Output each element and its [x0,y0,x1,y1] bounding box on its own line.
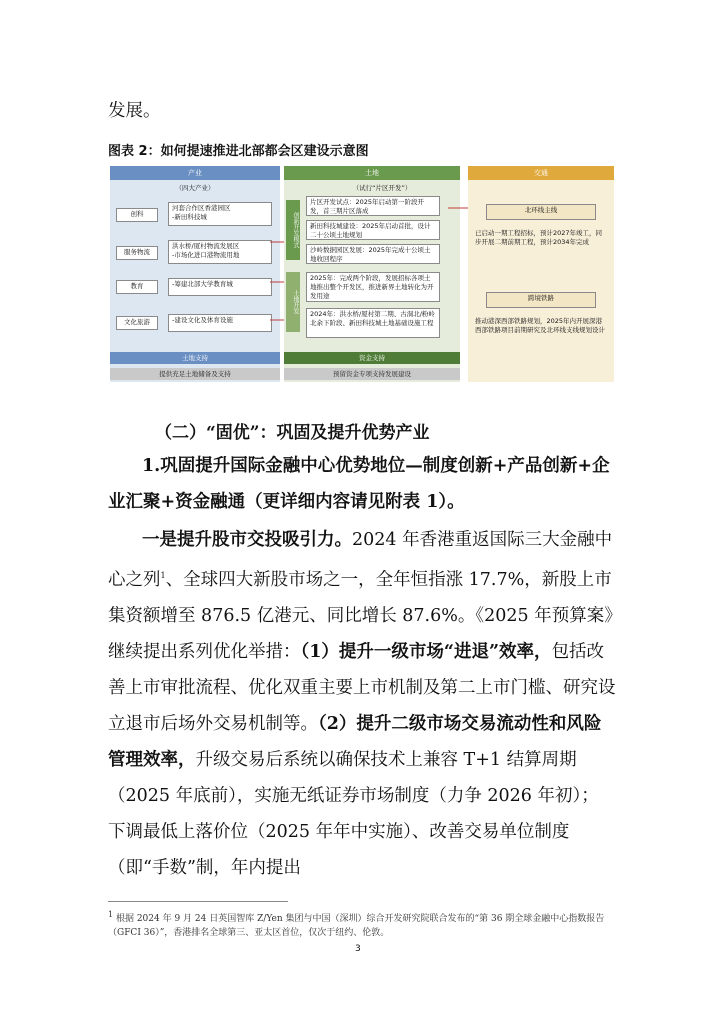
top-line: 发展。 [108,101,161,121]
section-heading: （二）“固优”：巩固及提升优势产业 [155,423,430,443]
body-paragraph [108,522,616,886]
para-intro-text: 2024 年香港重返国际三大金融中心之列 [108,530,613,590]
fund-support-footer: 预留资金专项支持发展建设 [284,368,460,380]
industry-desc: 河套合作区香港园区 -新田科技城 [168,202,272,226]
industry-label: 创科 [116,208,158,222]
side-label-top: 创新开发模式 [286,200,300,260]
transport-column [468,166,614,382]
para-bold-1: （1）提升一级市场“进退”效率， [300,641,552,662]
industry-label: 服务物流 [116,246,158,260]
industry-column [110,166,280,382]
footnote-number: 1 [108,910,114,919]
side-label-bottom: 土地开发 [286,272,300,332]
land-box: 新田科技城建设：2025年启动首批，设计二十公顷土地规划 [306,220,440,240]
industry-desc: -建设文化及体育设施 [168,314,272,332]
footnote [108,908,618,940]
footnote-rule [108,901,288,902]
transport-item: 跨境铁路 [486,292,596,308]
land-column [284,166,460,382]
subheading: 1.巩固提升国际金融中心优势地位—制度创新+产品创新+企业汇聚+资金融通（更详细内容请见附表 1）。 [108,456,610,512]
land-header: 土地 [284,166,460,180]
land-box: 2025年：完成两个阶段，发展招标各项土地推出整个开发区，推进新界土地转化为开发用途 [306,272,440,302]
industry-label: 教育 [116,280,158,294]
footnote-text: 根据 2024 年 9 月 24 日英国智库 Z/Yen 集团与中国（深圳）综合开发研究院联合发布的“第 36 期全球金融中心指数报告（GFCI 36）”，香港排名全球第三、亚太区首位，仅次于纽约、伦敦。 [108,914,605,938]
transport-desc: 推动港深西部铁路规划，2025年内开展深港西部铁路项目前期研究及北环线支线规划设计 [475,317,605,334]
transport-desc: 已启动一期工程招标，预计2027年竣工，同步开展二期前期工程，预计2034年完成 [475,229,603,246]
page-number: 3 [355,944,361,954]
footnote-marker[interactable]: 1 [160,571,166,580]
land-box: 2024年：洪水桥/厦村第二期、古洞北/粉岭北余下阶段、新田科技城土地基础设施工程 [306,308,440,338]
para-intro-bold: 一是提升股市交投吸引力。 [142,530,352,550]
fund-support-bar: 资金支持 [284,352,460,364]
land-support-footer: 提供充足土地储备及支持 [110,368,280,380]
para-bold-2: （2）提升二级市场交易流动性和风险管理效率， [108,713,602,770]
industry-desc: 洪水桥/厦村物流发展区 -市场化进口港物流用地 [168,240,272,264]
para-text-2: 升级交易后系统以确保技术上兼容 T+1 结算周期（2025 年底前），实施无纸证券市场制度（力争 2026 年初）；下调最低上落价位（2025 年年中实施）、改善交易单位制度（即“手数”制，年内提出 [108,749,599,878]
transport-header: 交通 [468,166,614,180]
figure-caption: 图表 2：如何提速推进北部都会区建设示意图 [108,144,369,159]
figure [108,162,616,384]
para-text-1: 包括改善上市审批流程、优化双重主要上市机制及第二上市门槛、研究设立退市后场外交易机制等。 [108,641,616,734]
industry-label: 文化旅游 [116,316,158,330]
industry-header: 产业 [110,166,280,180]
land-subtitle: （试行“片区开发”） [352,184,412,192]
land-support-bar: 土地支持 [110,352,280,364]
transport-item: 北环线主线 [486,204,596,220]
land-box: 片区开发试点：2025年启动第一阶段开发，首三期片区落成 [306,196,440,216]
industry-subtitle: （四大产业） [175,184,215,192]
industry-desc: -筹建北部大学教育城 [168,278,272,296]
land-box: 沙岭数据园区发展：2025年完成十公顷土地收回程序 [306,244,440,264]
para-after-mark: 、全球四大新股市场之一，全年恒指涨 17.7%，新股上市集资额增至 876.5 亿港元、同比增长 87.6%。《2025 年预算案》继续提出系列优化举措： [108,569,613,662]
